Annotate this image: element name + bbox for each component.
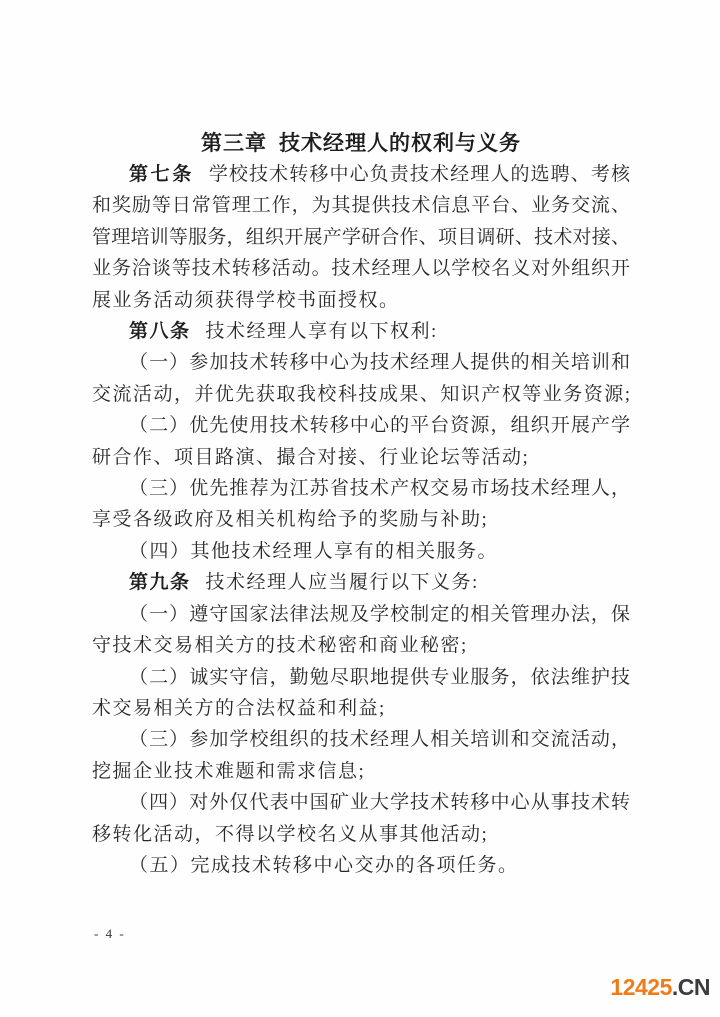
page-number: - 4 - — [94, 926, 126, 941]
article-9-label: 第九条 — [129, 572, 191, 594]
paragraph-line — [92, 630, 630, 661]
document-body — [92, 127, 630, 881]
watermark-brand-text: 12425 — [610, 974, 672, 1000]
line-text: 和奖励等日常管理工作，为其提供技术信息平台、业务交流、 — [92, 195, 630, 217]
paragraph-line — [92, 379, 630, 410]
paragraph-line — [92, 787, 630, 818]
line-text: 享受各级政府及相关机构给予的奖励与补助; — [92, 509, 489, 531]
line-text: 展业务活动须获得学校书面授权。 — [92, 289, 400, 311]
line-text: （四）对外仅代表中国矿业大学技术转移中心从事技术转 — [129, 792, 630, 814]
paragraph-line — [92, 442, 630, 473]
line-text: 技术经理人应当履行以下义务: — [205, 572, 479, 594]
line-text: 守技术交易相关方的技术秘密和商业秘密; — [92, 635, 468, 657]
line-text: 研合作、项目路演、撮合对接、行业论坛等活动; — [92, 446, 530, 468]
chapter-number: 第三章 — [201, 131, 267, 155]
paragraph-line — [92, 724, 630, 755]
line-text: （三）优先推荐为江苏省技术产权交易市场技术经理人， — [129, 478, 630, 500]
paragraph-line — [92, 253, 630, 284]
paragraph-line — [92, 850, 630, 881]
paragraph-line — [92, 599, 630, 630]
line-text: （五）完成技术转移中心交办的各项任务。 — [129, 854, 519, 876]
paragraph-line — [92, 159, 630, 190]
paragraph-line — [92, 316, 630, 347]
line-text: （二）优先使用技术转移中心的平台资源，组织开展产学 — [129, 415, 630, 437]
line-text: （二）诚实守信，勤勉尽职地提供专业服务，依法维护技 — [129, 666, 630, 688]
article-7-label: 第七条 — [129, 164, 194, 185]
line-text: 交流活动，并优先获取我校科技成果、知识产权等业务资源; — [92, 383, 630, 405]
watermark-suffix-text: .CN — [671, 974, 710, 1000]
line-text: 挖掘企业技术难题和需求信息; — [92, 760, 366, 782]
paragraph-line — [92, 410, 630, 441]
paragraph-line — [92, 567, 630, 598]
line-text: 业务洽谈等技术转移活动。技术经理人以学校名义对外组织开 — [92, 258, 630, 280]
paragraph-line — [92, 662, 630, 693]
paragraph-line — [92, 756, 630, 787]
line-text: 移转化活动，不得以学校名义从事其他活动; — [92, 823, 489, 845]
chapter-name: 技术经理人的权利与义务 — [279, 131, 521, 155]
watermark-logo — [610, 974, 710, 1001]
line-text: （一）遵守国家法律法规及学校制定的相关管理办法，保 — [129, 603, 630, 625]
paragraph-line — [92, 693, 630, 724]
line-text: （一）参加技术转移中心为技术经理人提供的相关培训和 — [129, 352, 630, 374]
paragraph-line — [92, 504, 630, 535]
line-text: （四）其他技术经理人享有的相关服务。 — [129, 540, 499, 562]
line-text: 技术经理人享有以下权利: — [205, 321, 438, 343]
paragraph-line — [92, 536, 630, 567]
paragraph-line — [92, 473, 630, 504]
line-text: 学校技术转移中心负责技术经理人的选聘、考核 — [208, 164, 630, 185]
paragraph-line — [92, 347, 630, 378]
line-text: 术交易相关方的合法权益和利益; — [92, 697, 386, 719]
paragraph-line — [92, 285, 630, 316]
paragraph-line — [92, 190, 630, 221]
line-text: （三）参加学校组织的技术经理人相关培训和交流活动， — [129, 729, 630, 751]
paragraph-line — [92, 222, 630, 253]
paragraph-line — [92, 819, 630, 850]
chapter-title — [92, 127, 630, 159]
article-8-label: 第八条 — [129, 321, 191, 343]
line-text: 管理培训等服务，组织开展产学研合作、项目调研、技术对接、 — [92, 226, 630, 248]
